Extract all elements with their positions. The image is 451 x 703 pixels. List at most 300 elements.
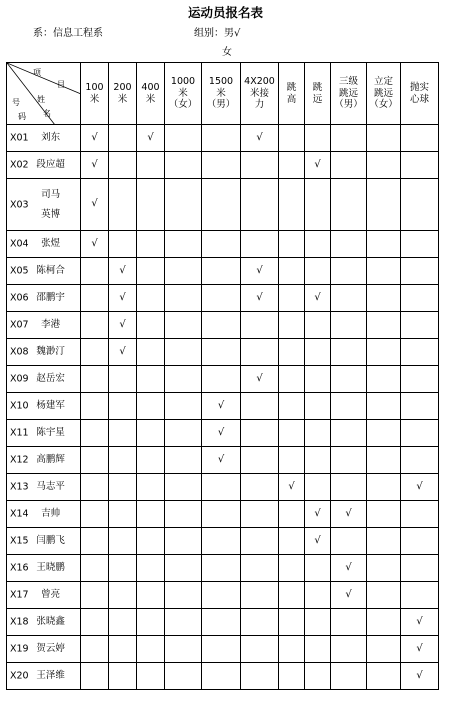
event-cell [109, 285, 137, 312]
event-cell [367, 258, 401, 285]
athlete-name: 赵岳宏 [36, 373, 65, 385]
athlete-number: X11 [10, 427, 29, 439]
check-mark: √ [91, 237, 98, 249]
event-cell [109, 528, 137, 555]
event-cell [305, 152, 331, 179]
event-cell [331, 663, 367, 690]
event-cell [401, 555, 439, 582]
event-cell [109, 447, 137, 474]
check-mark: √ [314, 291, 321, 303]
athlete-number: X10 [10, 400, 29, 412]
athlete-name: 邵鹏宇 [36, 292, 65, 304]
event-cell [279, 125, 305, 152]
row-number-name-cell [7, 447, 81, 474]
event-cell [81, 420, 109, 447]
event-cell [137, 609, 165, 636]
check-mark: √ [345, 588, 352, 600]
table-row [7, 663, 439, 690]
table-row [7, 420, 439, 447]
event-cell [367, 663, 401, 690]
athlete-number: X04 [10, 238, 29, 250]
event-cell [367, 339, 401, 366]
event-cell [165, 555, 202, 582]
event-cell [401, 339, 439, 366]
event-cell [305, 312, 331, 339]
row-number-name-cell [7, 339, 81, 366]
event-cell [331, 447, 367, 474]
athlete-number: X02 [10, 159, 29, 171]
event-cell [401, 663, 439, 690]
event-cell [331, 555, 367, 582]
table-row [7, 447, 439, 474]
event-cell [367, 447, 401, 474]
check-mark: √ [217, 453, 225, 465]
event-cell [165, 393, 202, 420]
event-cell [331, 258, 367, 285]
event-cell [81, 609, 109, 636]
event-header-10: 立定 跳远 （女） [367, 63, 401, 125]
event-cell [305, 636, 331, 663]
event-cell [137, 152, 165, 179]
event-cell [367, 474, 401, 501]
event-cell [109, 366, 137, 393]
athlete-number: X12 [10, 454, 29, 466]
check-mark: √ [119, 264, 126, 276]
event-header-9: 三级 跳远 （男） [331, 63, 367, 125]
event-cell [202, 636, 241, 663]
table-row [7, 582, 439, 609]
row-number-name-cell [7, 231, 81, 258]
event-cell [331, 501, 367, 528]
event-cell [401, 179, 439, 231]
event-cell [202, 528, 241, 555]
check-mark: √ [288, 480, 295, 492]
event-cell [279, 152, 305, 179]
event-cell [331, 609, 367, 636]
row-number-name-cell [7, 528, 81, 555]
row-number-name-cell [7, 582, 81, 609]
event-cell [241, 636, 279, 663]
event-cell [241, 231, 279, 258]
athlete-number: X09 [10, 373, 29, 385]
row-number-name-cell [7, 420, 81, 447]
check-mark: √ [91, 131, 98, 143]
diagonal-header-cell [7, 63, 81, 125]
table-row [7, 393, 439, 420]
event-cell [137, 474, 165, 501]
event-cell [109, 555, 137, 582]
event-cell [241, 152, 279, 179]
event-cell [279, 663, 305, 690]
event-cell [367, 609, 401, 636]
row-number-name-cell [7, 125, 81, 152]
check-mark: √ [256, 372, 263, 384]
check-mark: √ [416, 669, 423, 681]
event-cell [241, 393, 279, 420]
diag-label-item-b: 目 [57, 80, 65, 89]
athlete-number: X20 [10, 670, 29, 682]
event-cell [137, 179, 165, 231]
event-cell [305, 231, 331, 258]
group-label-male: 组别：男√ [194, 28, 241, 39]
event-cell [279, 312, 305, 339]
row-number-name-cell [7, 366, 81, 393]
event-cell [137, 393, 165, 420]
event-cell [165, 609, 202, 636]
event-cell [279, 582, 305, 609]
event-cell [202, 663, 241, 690]
event-cell [401, 582, 439, 609]
diag-label-num-a: 号 [12, 98, 20, 107]
event-cell [202, 474, 241, 501]
event-cell [165, 312, 202, 339]
event-cell [305, 582, 331, 609]
event-cell [202, 447, 241, 474]
table-row [7, 366, 439, 393]
event-cell [367, 179, 401, 231]
event-cell [165, 231, 202, 258]
event-cell [109, 609, 137, 636]
athlete-name: 王泽维 [36, 670, 65, 682]
event-cell [81, 393, 109, 420]
event-cell [279, 258, 305, 285]
row-number-name-cell [7, 609, 81, 636]
event-cell [81, 152, 109, 179]
event-cell [109, 312, 137, 339]
event-cell [279, 179, 305, 231]
event-cell [367, 393, 401, 420]
check-mark: √ [256, 131, 263, 143]
event-cell [109, 474, 137, 501]
event-cell [165, 501, 202, 528]
row-number-name-cell [7, 312, 81, 339]
event-cell [165, 179, 202, 231]
event-cell [81, 501, 109, 528]
event-cell [401, 125, 439, 152]
event-cell [165, 474, 202, 501]
athlete-name: 曾亮 [41, 589, 61, 601]
event-cell [81, 447, 109, 474]
event-cell [202, 231, 241, 258]
event-cell [81, 125, 109, 152]
event-cell [367, 555, 401, 582]
event-cell [401, 528, 439, 555]
event-cell [279, 501, 305, 528]
table-row [7, 231, 439, 258]
event-cell [279, 447, 305, 474]
event-header-1: 100 米 [81, 63, 109, 125]
event-cell [401, 474, 439, 501]
event-cell [165, 420, 202, 447]
table-row [7, 501, 439, 528]
event-cell [109, 339, 137, 366]
row-number-name-cell [7, 179, 81, 231]
event-cell [165, 339, 202, 366]
event-cell [241, 339, 279, 366]
check-mark: √ [91, 198, 98, 210]
event-cell [137, 125, 165, 152]
check-mark: √ [91, 158, 98, 170]
event-cell [401, 636, 439, 663]
event-cell [241, 125, 279, 152]
check-mark: √ [345, 561, 352, 573]
event-cell [331, 152, 367, 179]
check-mark: √ [314, 507, 321, 519]
athlete-number: X18 [10, 616, 29, 628]
row-number-name-cell [7, 663, 81, 690]
event-cell [305, 125, 331, 152]
athlete-name: 王晓鹏 [36, 562, 65, 574]
registration-table [6, 62, 439, 690]
event-cell [165, 152, 202, 179]
event-cell [202, 258, 241, 285]
table-row [7, 152, 439, 179]
check-mark: √ [119, 291, 126, 303]
event-cell [165, 125, 202, 152]
row-number-name-cell [7, 152, 81, 179]
event-cell [165, 663, 202, 690]
check-mark: √ [345, 507, 352, 519]
event-cell [279, 339, 305, 366]
event-cell [109, 582, 137, 609]
table-row [7, 339, 439, 366]
event-header-6: 4X200 米接 力 [241, 63, 279, 125]
table-row [7, 609, 439, 636]
event-cell [202, 312, 241, 339]
event-cell [137, 501, 165, 528]
athlete-name: 吉帅 [41, 508, 61, 520]
event-cell [241, 366, 279, 393]
athlete-number: X17 [10, 589, 29, 601]
event-cell [367, 528, 401, 555]
athlete-number: X13 [10, 481, 29, 493]
event-cell [109, 501, 137, 528]
event-cell [305, 609, 331, 636]
athlete-number: X15 [10, 535, 29, 547]
event-cell [401, 312, 439, 339]
event-cell [81, 312, 109, 339]
event-cell [367, 152, 401, 179]
event-cell [367, 636, 401, 663]
event-cell [202, 339, 241, 366]
event-cell [401, 501, 439, 528]
row-number-name-cell [7, 258, 81, 285]
table-row [7, 474, 439, 501]
event-cell [331, 366, 367, 393]
event-cell [305, 258, 331, 285]
department-label: 系：信息工程系 [33, 28, 103, 39]
event-cell [81, 555, 109, 582]
event-cell [367, 231, 401, 258]
event-cell [81, 474, 109, 501]
event-cell [165, 528, 202, 555]
event-cell [331, 474, 367, 501]
event-cell [305, 420, 331, 447]
event-cell [109, 179, 137, 231]
event-cell [109, 258, 137, 285]
athlete-name: 贺云婷 [36, 643, 65, 655]
event-cell [109, 420, 137, 447]
event-cell [401, 231, 439, 258]
event-cell [305, 393, 331, 420]
event-cell [109, 663, 137, 690]
event-cell [367, 582, 401, 609]
event-header-11: 抛实 心球 [401, 63, 439, 125]
athlete-name: 张煜 [41, 238, 61, 250]
check-mark: √ [256, 264, 263, 276]
event-cell [241, 582, 279, 609]
check-mark: √ [314, 158, 321, 170]
check-mark: √ [314, 534, 321, 546]
event-cell [305, 663, 331, 690]
header-row [7, 63, 439, 125]
athlete-name: 马志平 [36, 481, 65, 493]
event-cell [331, 636, 367, 663]
athlete-name: 张晓鑫 [36, 616, 65, 628]
event-cell [241, 179, 279, 231]
athlete-number: X03 [10, 199, 29, 210]
event-cell [137, 231, 165, 258]
event-cell [331, 582, 367, 609]
athlete-number: X07 [10, 319, 29, 331]
event-cell [109, 393, 137, 420]
event-cell [81, 339, 109, 366]
event-cell [241, 420, 279, 447]
athlete-name: 司马 英博 [41, 188, 61, 220]
event-cell [367, 285, 401, 312]
event-cell [331, 285, 367, 312]
event-cell [367, 366, 401, 393]
check-mark: √ [119, 318, 126, 330]
event-cell [279, 555, 305, 582]
event-cell [331, 125, 367, 152]
event-cell [137, 555, 165, 582]
event-cell [137, 582, 165, 609]
athlete-name: 闫鹏飞 [36, 535, 65, 547]
row-number-name-cell [7, 636, 81, 663]
row-number-name-cell [7, 393, 81, 420]
event-cell [367, 501, 401, 528]
table-row [7, 285, 439, 312]
event-cell [305, 528, 331, 555]
athlete-name: 魏渺汀 [36, 346, 65, 358]
event-cell [202, 609, 241, 636]
diag-label-name-a: 姓 [37, 95, 45, 104]
athlete-number: X05 [10, 265, 29, 277]
event-cell [331, 420, 367, 447]
row-number-name-cell [7, 555, 81, 582]
event-cell [401, 152, 439, 179]
check-mark: √ [217, 399, 225, 411]
event-cell [279, 636, 305, 663]
event-cell [81, 231, 109, 258]
table-row [7, 528, 439, 555]
event-cell [202, 125, 241, 152]
event-cell [401, 609, 439, 636]
event-cell [137, 339, 165, 366]
event-cell [279, 285, 305, 312]
event-cell [331, 528, 367, 555]
event-cell [202, 366, 241, 393]
check-mark: √ [256, 291, 263, 303]
table-row [7, 636, 439, 663]
row-number-name-cell [7, 501, 81, 528]
event-cell [305, 179, 331, 231]
event-cell [81, 258, 109, 285]
event-cell [305, 501, 331, 528]
event-cell [367, 125, 401, 152]
event-cell [241, 609, 279, 636]
event-cell [81, 366, 109, 393]
event-cell [241, 312, 279, 339]
event-header-2: 200 米 [109, 63, 137, 125]
event-cell [165, 447, 202, 474]
event-cell [401, 447, 439, 474]
event-cell [165, 636, 202, 663]
event-cell [241, 501, 279, 528]
event-cell [202, 285, 241, 312]
row-number-name-cell [7, 285, 81, 312]
event-cell [331, 393, 367, 420]
check-mark: √ [416, 615, 423, 627]
event-cell [109, 636, 137, 663]
athlete-number: X16 [10, 562, 29, 574]
event-cell [137, 366, 165, 393]
page-title: 运动员报名表 [187, 5, 263, 20]
event-cell [305, 474, 331, 501]
event-cell [279, 528, 305, 555]
event-cell [109, 152, 137, 179]
event-cell [137, 636, 165, 663]
event-cell [202, 420, 241, 447]
table-row [7, 258, 439, 285]
athlete-number: X01 [10, 132, 29, 144]
event-cell [305, 555, 331, 582]
group-label-female: 女 [222, 47, 232, 58]
event-cell [81, 582, 109, 609]
event-cell [109, 231, 137, 258]
event-cell [241, 474, 279, 501]
event-cell [202, 582, 241, 609]
event-cell [367, 420, 401, 447]
table-row [7, 179, 439, 231]
check-mark: √ [217, 426, 225, 438]
event-cell [137, 285, 165, 312]
event-cell [241, 663, 279, 690]
check-mark: √ [416, 480, 423, 492]
event-cell [331, 231, 367, 258]
event-cell [202, 179, 241, 231]
event-cell [137, 312, 165, 339]
event-cell [202, 152, 241, 179]
event-cell [202, 501, 241, 528]
athlete-name: 李港 [41, 319, 61, 331]
event-cell [367, 312, 401, 339]
athlete-name: 陈宇星 [36, 427, 65, 439]
event-cell [241, 555, 279, 582]
table-row [7, 555, 439, 582]
athlete-name: 高鹏辉 [36, 454, 65, 466]
event-header-5: 1500 米 （男） [202, 63, 241, 125]
event-cell [165, 258, 202, 285]
athlete-name: 段应超 [36, 159, 65, 171]
athlete-number: X06 [10, 292, 29, 304]
event-header-8: 跳 远 [305, 63, 331, 125]
event-cell [165, 582, 202, 609]
event-cell [202, 393, 241, 420]
athlete-number: X14 [10, 508, 29, 520]
diag-label-num-b: 码 [18, 112, 26, 121]
